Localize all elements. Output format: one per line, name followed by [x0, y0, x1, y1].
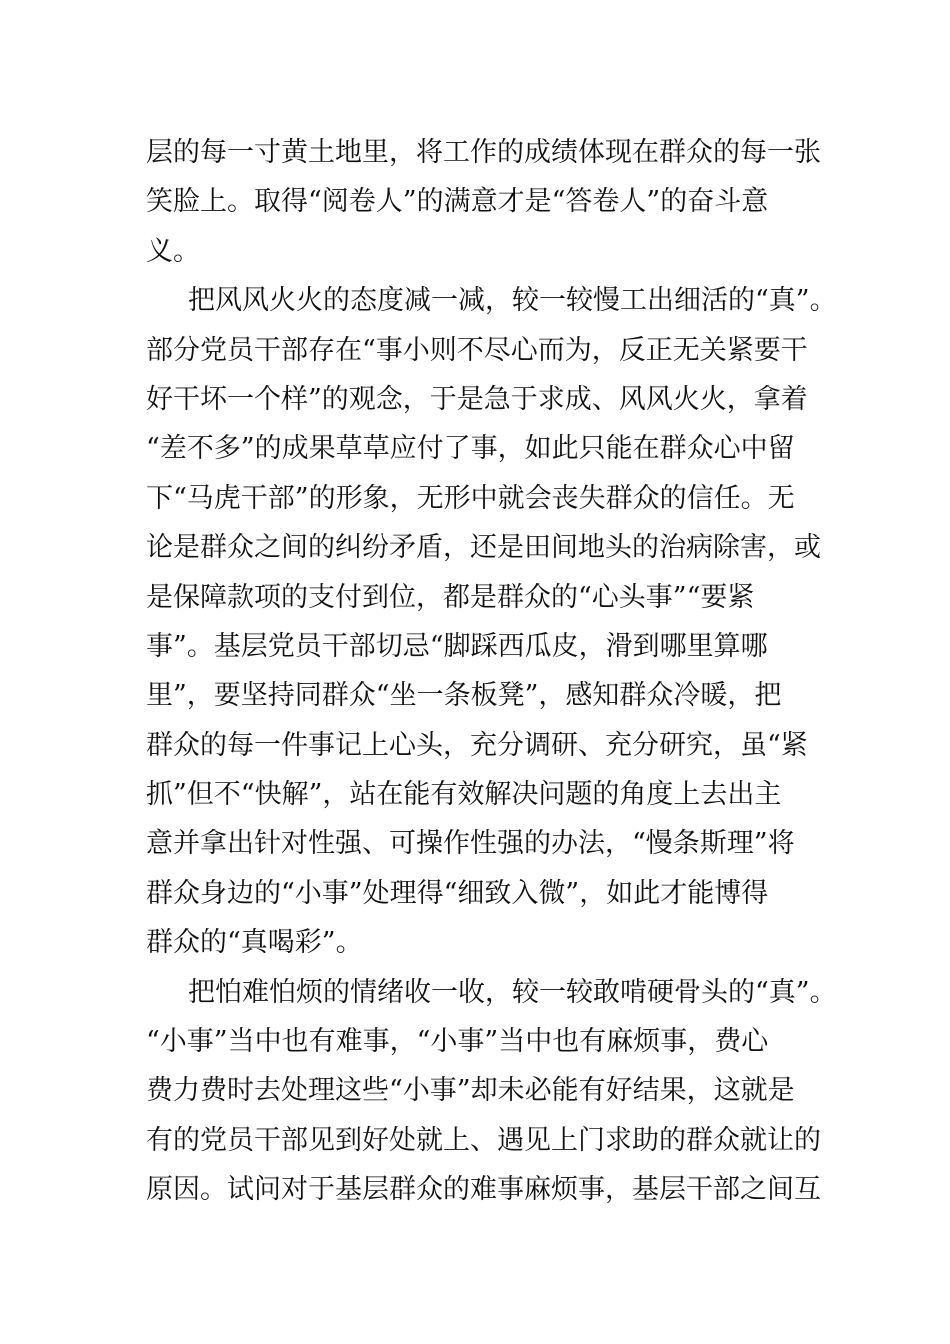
- paragraph-3-line-4: 有的党员干部见到好处就上、遇见上门求助的群众就让的: [146, 1124, 821, 1156]
- paragraph-1-line-3: 义。: [146, 235, 200, 267]
- paragraph-2-line-14: 群众的“真喝彩”。: [146, 927, 363, 959]
- document-body: [146, 128, 846, 1215]
- paragraph-2-line-7: 是保障款项的支付到位，都是群众的“心头事”“要紧: [146, 581, 755, 613]
- paragraph-2-line-4: “差不多”的成果草草应付了事，如此只能在群众心中留: [146, 433, 795, 465]
- paragraph-3-line-1: 把怕难怕烦的情绪收一收，较一较敢啃硬骨头的“真”。: [188, 976, 837, 1008]
- paragraph-2-line-5: 下“马虎干部”的形象，无形中就会丧失群众的信任。无: [146, 482, 795, 514]
- paragraph-2-line-8: 事”。基层党员干部切忌“脚踩西瓜皮，滑到哪里算哪: [146, 630, 768, 662]
- paragraph-1-line-1: 层的每一寸黄土地里，将工作的成绩体现在群众的每一张: [146, 137, 821, 168]
- paragraph-2-line-9: 里”，要坚持同群众“坐一条板凳”，感知群众冷暖，把: [146, 680, 782, 712]
- paragraph-2-line-1: 把风风火火的态度减一减，较一较慢工出细活的“真”。: [188, 285, 837, 317]
- paragraph-3-line-3: 费力费时去处理这些“小事”却未必能有好结果，这就是: [146, 1075, 795, 1107]
- paragraph-3-line-5: 原因。试问对于基层群众的难事麻烦事，基层干部之间互: [146, 1174, 821, 1206]
- paragraph-2-line-12: 意并拿出针对性强、可操作性强的办法，“慢条斯理”将: [146, 828, 795, 860]
- paragraph-2-line-2: 部分党员干部存在“事小则不尽心而为，反正无关紧要干: [146, 334, 808, 366]
- paragraph-3-line-2: “小事”当中也有难事，“小事”当中也有麻烦事，费心: [146, 1026, 769, 1058]
- paragraph-2-line-13: 群众身边的“小事”处理得“细致入微”，如此才能博得: [146, 877, 769, 909]
- paragraph-2-line-11: 抓”但不“快解”，站在能有效解决问题的角度上去出主: [146, 779, 782, 811]
- paragraph-2-line-10: 群众的每一件事记上心头，充分调研、充分研究，虽“紧: [146, 729, 808, 761]
- paragraph-1-line-2: 笑脸上。取得“阅卷人”的满意才是“答卷人”的奋斗意: [146, 186, 769, 218]
- paragraph-2-line-3: 好干坏一个样”的观念，于是急于求成、风风火火，拿着: [146, 383, 808, 415]
- paragraph-2-line-6: 论是群众之间的纠纷矛盾，还是田间地头的治病除害，或: [146, 532, 821, 564]
